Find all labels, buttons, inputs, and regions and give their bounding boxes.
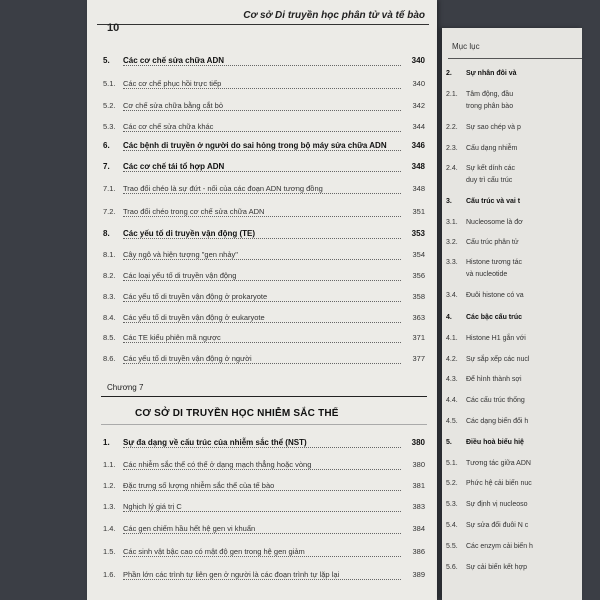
toc-entry-page: 377 [412,354,425,363]
leader-dots [123,216,401,217]
running-title: Cơ sở Di truyền học phân tử và tế bào [243,10,425,21]
toc-entry-title: Nghịch lý giá trị C [123,502,182,511]
toc-entry-title: Đặc trưng số lượng nhiễm sắc thể của tế bào [123,481,275,490]
toc-entry-number: 3.4. [446,292,458,299]
toc-entry-page: 384 [412,524,425,533]
leader-dots [123,131,401,132]
toc-entry-page: 380 [411,438,425,447]
toc-entry [87,481,437,495]
toc-entry-title: Sự kết dính các [466,165,516,172]
toc-entry-title: Các cơ chế phục hồi trực tiếp [123,79,222,88]
leader-dots [123,490,401,491]
toc-entry-number: 8.2. [103,271,116,280]
toc-entry-number: 1.4. [103,524,116,533]
leader-dots [123,579,401,580]
toc-entry [87,570,437,584]
toc-entry-number: 5. [103,56,110,65]
toc-entry [87,207,437,221]
toc-entry-page: 351 [412,207,425,216]
toc-entry-title: Các yếu tố di truyền vận động (TE) [123,229,256,238]
toc-entry-title: Trao đổi chéo trong cơ chế sửa chữa ADN [123,207,265,216]
leader-dots [123,447,401,448]
toc-entry-title: Cấu dạng nhiễm [466,145,518,152]
page-number: 10 [107,22,120,34]
toc-entry-number: 7. [103,162,110,171]
leader-dots [123,363,401,364]
toc-entry-page: 348 [411,162,425,171]
toc-entry-number: 8.5. [103,333,116,342]
toc-entry [87,271,437,285]
toc-entry-title: Các loại yếu tố di truyền vận động [123,271,237,280]
toc-entry [87,547,437,561]
toc-entry [87,333,437,347]
running-header [97,8,429,34]
toc-entry-title: Các nhiễm sắc thể có thể ở dạng mạch thẳng hoặc vòng [123,460,312,469]
leader-dots [123,322,401,323]
toc-entry-number: 3.2. [446,239,458,246]
toc-entry [87,460,437,474]
toc-entry-title: Histone H1 gắn với [466,335,526,342]
toc-entry-title: Sự sao chép và p [466,124,521,131]
toc-entry-page: 383 [412,502,425,511]
toc-entry-page: 363 [412,313,425,322]
leader-dots [123,280,401,281]
toc-entry-number: 8.1. [103,250,116,259]
toc-entry-number: 1. [103,438,110,447]
toc-entry-page: 380 [412,460,425,469]
toc-entry-title: Các bậc cấu trúc [466,314,523,321]
toc-entry-number: 8.4. [103,313,116,322]
toc-entry-title: Sự cải biến kết hợp [466,564,528,571]
leader-dots [123,342,401,343]
toc-entry-page: 381 [412,481,425,490]
toc-entry-number: 8.3. [103,292,116,301]
toc-entry-number: 7.2. [103,207,116,216]
toc-entry-title: Tâm động, đầu [466,91,514,98]
toc-entry-title: Các TE kiểu phiên mã ngược [123,333,221,342]
leader-dots [123,110,401,111]
toc-entry-number: 5.4. [446,522,458,529]
leader-dots [123,171,401,172]
leader-dots [123,301,401,302]
leader-dots [123,533,401,534]
toc-entry-title: Các cấu trúc thống [466,397,525,404]
toc-entry-page: 340 [411,56,425,65]
toc-entry-title: Các dạng biến đổi h [466,418,529,425]
toc-entry [87,292,437,306]
toc-entry-number: 8.6. [103,354,116,363]
toc-entry-title: Sự đa dạng về cấu trúc của nhiễm sắc thể (NST) [123,438,307,447]
toc-entry-number: 2.3. [446,145,458,152]
toc-entry-title: Cấu trúc phân tử [466,239,519,246]
toc-entry-number: 3.1. [446,219,458,226]
chapter-title: CƠ SỞ DI TRUYỀN HỌC NHIỄM SẮC THỂ [135,408,339,419]
toc-entry-number: 6. [103,141,110,150]
toc-entry-title: Các cơ chế sửa chữa khác [123,122,214,131]
toc-entry [87,524,437,538]
divider [101,396,427,397]
left-book-page [87,0,437,600]
toc-entry-number: 1.5. [103,547,116,556]
toc-entry-title: Cây ngô và hiện tượng "gen nhảy" [123,250,238,259]
toc-entry-page: 354 [412,250,425,259]
toc-entry-number: 3. [446,198,452,205]
toc-entry-number: 4.2. [446,356,458,363]
toc-entry-page: 340 [412,79,425,88]
toc-entry [87,56,437,70]
leader-dots [123,65,401,66]
toc-entry [87,354,437,368]
toc-entry-number: 2.1. [446,91,458,98]
toc-entry [87,438,437,452]
toc-entry-number: 8. [103,229,110,238]
toc-entry [87,122,437,136]
toc-entry-title: trong phân bào [466,103,514,110]
toc-entry-number: 4.5. [446,418,458,425]
toc-entry [87,229,437,243]
toc-entry-title: Cơ chế sửa chữa bằng cắt bỏ [123,101,224,110]
toc-entry-title: Sự định vị nucleoso [466,501,528,508]
toc-entry-title: Để hình thành sợi [466,376,522,383]
toc-entry-title: Phức hệ cải biến nuc [466,480,532,487]
toc-entry-page: 342 [412,101,425,110]
toc-entry-number: 5.2. [446,480,458,487]
toc-entry-number: 2.2. [446,124,458,131]
toc-entry-title: Đuôi histone có va [466,292,524,299]
toc-entry-number: 7.1. [103,184,116,193]
toc-entry-number: 5. [446,439,452,446]
toc-entry-title: Các cơ chế sửa chữa ADN [123,56,225,65]
toc-entry-title: Trao đổi chéo là sự đứt - nối của các đoạn ADN tương đồng [123,184,323,193]
toc-entry-page: 386 [412,547,425,556]
toc-entry-title: Các yếu tố di truyền vận động ở eukaryote [123,313,265,322]
toc-entry-number: 4.4. [446,397,458,404]
toc-entry-page: 389 [412,570,425,579]
toc-entry-title: Phần lớn các trình tự liên gen ở người là các đoạn trình tự lặp lại [123,570,340,579]
toc-entry-page: 356 [412,271,425,280]
toc-entry-page: 346 [411,141,425,150]
toc-entry-number: 5.3. [446,501,458,508]
toc-entry-number: 5.3. [103,122,116,131]
toc-entry-title: duy trì cấu trúc [466,177,513,184]
toc-entry-title: Tương tác giữa ADN [466,460,531,467]
toc-entry-title: Các enzym cải biến h [466,543,533,550]
toc-entry-number: 2. [446,70,452,77]
leader-dots [123,238,401,239]
leader-dots [123,88,401,89]
toc-entry-title: Cấu trúc và vai t [466,198,521,205]
leader-dots [123,511,401,512]
toc-entry-title: Các yếu tố di truyền vận động ở người [123,354,252,363]
toc-entry-title: Histone tương tác [466,259,522,266]
toc-entry-title: Các yếu tố di truyền vận động ở prokaryote [123,292,268,301]
toc-entry-title: Các gen chiếm hầu hết hệ gen vi khuẩn [123,524,256,533]
toc-entry-title: Điều hoà biểu hiệ [466,439,524,446]
toc-entry-page: 344 [412,122,425,131]
toc-entry-title: Các sinh vật bậc cao có mật độ gen trong hệ gen giảm [123,547,305,556]
toc-entry-title: Các cơ chế tái tổ hợp ADN [123,162,225,171]
toc-entry-number: 5.1. [103,79,116,88]
toc-entry-title: Các bệnh di truyền ở người do sai hỏng trong bộ máy sửa chữa ADN [123,141,387,150]
toc-entry-number: 4. [446,314,452,321]
toc-entry-title: Sự sắp xếp các nucl [466,356,530,363]
divider [101,424,427,425]
toc-entry-title: Sự nhân đôi và [466,70,517,77]
toc-entry [87,101,437,115]
toc-entry [87,313,437,327]
toc-entry-number: 1.6. [103,570,116,579]
leader-dots [123,150,401,151]
toc-entry-number: 5.5. [446,543,458,550]
toc-entry-page: 358 [412,292,425,301]
toc-entry-title: Nucleosome là đơ [466,219,523,226]
divider [448,58,582,59]
toc-entry-number: 5.1. [446,460,458,467]
toc-entry-page: 353 [411,229,425,238]
leader-dots [123,556,401,557]
toc-entry [87,250,437,264]
toc-entry [87,79,437,93]
toc-entry-number: 2.4. [446,165,458,172]
toc-entry-page: 371 [412,333,425,342]
toc-entry [87,502,437,516]
leader-dots [123,469,401,470]
toc-entry-number: 1.1. [103,460,116,469]
leader-dots [123,259,401,260]
toc-entry-title: và nucleotide [466,271,508,278]
toc-entry-number: 4.3. [446,376,458,383]
chapter-label: Chương 7 [107,383,144,392]
page-header-label: Mục lục [452,42,480,51]
toc-entry-number: 3.3. [446,259,458,266]
right-book-page [442,28,582,600]
leader-dots [123,193,401,194]
toc-entry-number: 5.6. [446,564,458,571]
toc-entry-number: 5.2. [103,101,116,110]
toc-entry [87,184,437,198]
toc-entry [87,141,437,155]
toc-entry-number: 4.1. [446,335,458,342]
toc-entry [87,162,437,176]
toc-entry-title: Sự sửa đổi đuôi N c [466,522,529,529]
toc-entry-number: 1.2. [103,481,116,490]
toc-entry-page: 348 [412,184,425,193]
toc-entry-number: 1.3. [103,502,116,511]
